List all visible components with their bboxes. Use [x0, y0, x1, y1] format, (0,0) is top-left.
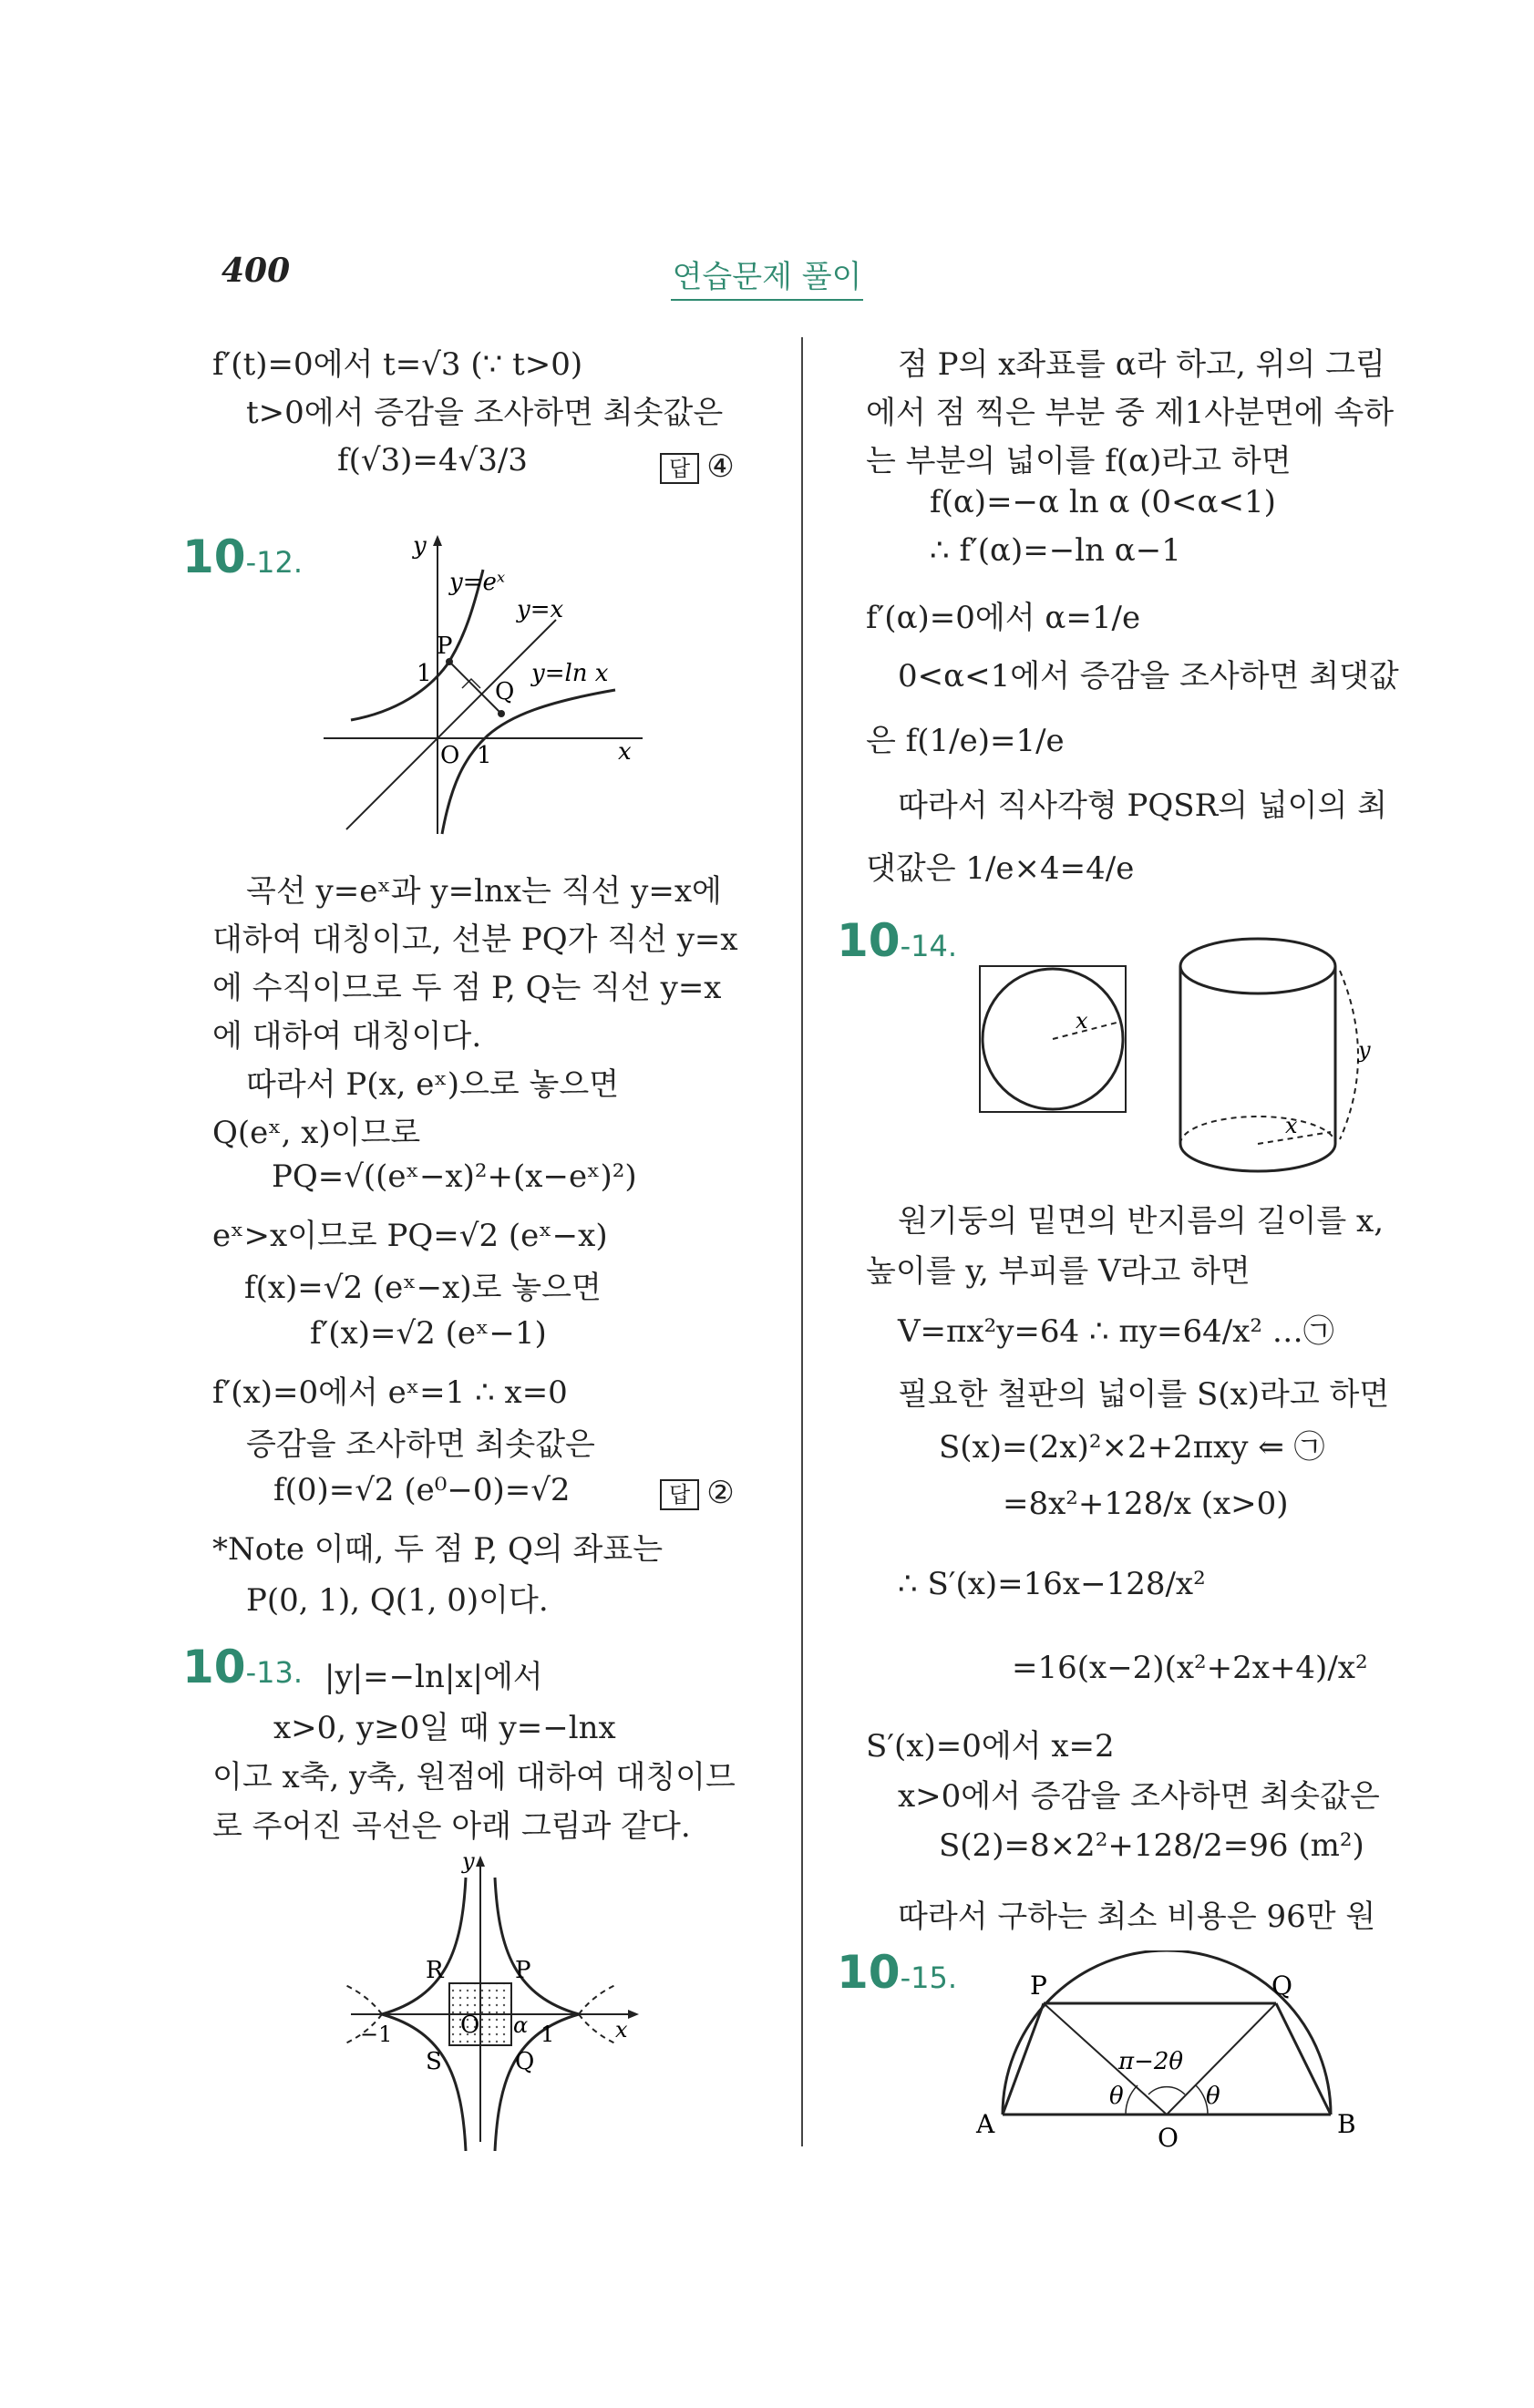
answer-box-2: [660, 1475, 735, 1511]
label-1-y: 1: [417, 660, 432, 687]
cylinder-bottom-back: [1180, 1117, 1335, 1144]
label-1: 1: [541, 2022, 555, 2047]
segment-pq: [449, 662, 501, 714]
angle-arc-left: [1126, 2085, 1138, 2115]
p12-line-11: f′(x)=0에서 eˣ=1 ∴ x=0: [212, 1374, 568, 1411]
segment-ap: [1003, 2003, 1044, 2115]
p14-line-4: 필요한 철판의 넓이를 S(x)라고 하면: [898, 1376, 1390, 1413]
right-line-7: 0<α<1에서 증감을 조사하면 최댓값: [898, 658, 1399, 695]
height-arc: [1340, 971, 1358, 1139]
dash-q1: [579, 1985, 615, 2014]
dash-q4: [579, 2014, 615, 2043]
problem-number-10-15: [837, 1946, 957, 1999]
label-p: P: [1030, 1971, 1047, 2001]
y-arrow-icon: [476, 1856, 485, 1867]
label-x: x: [615, 2017, 628, 2043]
right-line-5: ∴ f′(α)=−ln α−1: [930, 532, 1181, 569]
p14-line-6: =8x²+128/x (x>0): [1003, 1486, 1289, 1522]
label-pi-minus-2theta: π−2θ: [1118, 2048, 1184, 2075]
p12-line-7: PQ=√((eˣ−x)²+(x−eˣ)²): [272, 1158, 637, 1195]
problem-suffix: -15.: [900, 1960, 958, 1995]
label-y-x: y=x: [517, 596, 564, 623]
problem-number-10-14: [837, 914, 957, 967]
label-minus-1: −1: [360, 2022, 393, 2047]
label-origin: O: [440, 742, 460, 769]
label-o: O: [1158, 2123, 1179, 2153]
dash-q2: [345, 1985, 382, 2014]
label-q: Q: [1271, 1971, 1292, 2001]
label-r: R: [426, 1957, 444, 1984]
p13-line-3: 이고 x축, y축, 원점에 대하여 대칭이므: [212, 1759, 736, 1796]
problem-chapter: 10: [182, 530, 246, 583]
p12-line-6: Q(eˣ, x)이므로: [212, 1115, 421, 1151]
problem-number-10-13: [182, 1641, 303, 1693]
angle-arc-top: [1148, 2087, 1185, 2094]
y-arrow-icon: [433, 535, 442, 546]
p14-line-11: S(2)=8×2²+128/2=96 (m²): [939, 1827, 1364, 1864]
section-title: 연습문제 풀이: [671, 259, 864, 301]
running-header: [0, 252, 1534, 296]
answer-box-1: [660, 448, 735, 485]
point-q: [498, 710, 505, 717]
column-divider: [801, 337, 803, 2146]
answer-label: 답: [660, 453, 699, 484]
p12-line-3: 에 수직이므로 두 점 P, Q는 직선 y=x: [212, 970, 722, 1006]
p14-line-1: 원기둥의 밑면의 반지름의 길이를 x,: [898, 1203, 1385, 1240]
p12-line-1: 곡선 y=eˣ과 y=lnx는 직선 y=x에: [246, 873, 722, 910]
label-y: y: [462, 1850, 475, 1874]
p13-line-4: 로 주어진 곡선은 아래 그림과 같다.: [212, 1808, 691, 1845]
cylinder-bottom-front: [1180, 1144, 1335, 1171]
label-x-cylinder: x: [1285, 1113, 1298, 1138]
page-number: 400: [221, 252, 291, 290]
right-line-2: 에서 점 찍은 부분 중 제1사분면에 속하: [866, 395, 1395, 431]
label-y-ex: y=eˣ: [449, 569, 506, 596]
left-line-2: t>0에서 증감을 조사하면 최솟값은: [246, 395, 724, 431]
label-b: B: [1337, 2109, 1356, 2139]
answer-label: 답: [660, 1479, 699, 1510]
label-a: A: [976, 2109, 995, 2139]
left-line-1: f′(t)=0에서 t=√3 (∵ t>0): [212, 346, 583, 383]
p14-line-12: 따라서 구하는 최소 비용은 96만 원: [898, 1899, 1376, 1935]
segment-bq: [1276, 2003, 1331, 2115]
p14-line-5: S(x)=(2x)²×2+2πxy ⇐ ㉠: [939, 1429, 1325, 1466]
label-p: P: [437, 633, 453, 660]
problem-chapter: 10: [837, 1946, 901, 1999]
p12-line-8: eˣ>x이므로 PQ=√2 (eˣ−x): [212, 1218, 608, 1254]
p12-line-4: 에 대하여 대칭이다.: [212, 1018, 482, 1055]
label-y-height: y: [1358, 1037, 1371, 1063]
label-q: Q: [515, 2048, 535, 2075]
label-1-x: 1: [477, 742, 492, 769]
right-line-8: 은 f(1/e)=1/e: [866, 723, 1065, 759]
semicircle-figure: [971, 1950, 1363, 2160]
p12-note-2: P(0, 1), Q(1, 0)이다.: [246, 1582, 549, 1619]
p14-line-7: ∴ S′(x)=16x−128/x²: [898, 1566, 1206, 1602]
curve-ln: [442, 690, 615, 834]
p12-line-2: 대하여 대칭이고, 선분 PQ가 직선 y=x: [212, 921, 738, 958]
answer-choice: ②: [706, 1475, 735, 1511]
label-s: S: [426, 2048, 442, 2075]
right-line-9: 따라서 직사각형 PQSR의 넓이의 최: [898, 787, 1388, 824]
label-x: x: [618, 738, 632, 766]
cylinder-top: [1180, 939, 1335, 993]
astroid-graph: [342, 1850, 643, 2151]
label-origin: O: [460, 2012, 480, 2039]
right-line-10: 댓값은 1/e×4=4/e: [866, 850, 1135, 887]
p12-note-1: *Note 이때, 두 점 P, Q의 좌표는: [212, 1531, 664, 1568]
label-x-circle: x: [1076, 1008, 1088, 1034]
label-q: Q: [495, 678, 515, 705]
p14-line-10: x>0에서 증감을 조사하면 최솟값은: [898, 1778, 1380, 1815]
answer-choice: ④: [706, 448, 735, 485]
right-line-3: 는 부분의 넓이를 f(α)라고 하면: [866, 443, 1292, 479]
right-line-4: f(α)=−α ln α (0<α<1): [930, 484, 1276, 520]
p14-line-2: 높이를 y, 부피를 V라고 하면: [866, 1253, 1251, 1290]
cylinder-figure: [975, 921, 1376, 1185]
exp-log-graph: [314, 533, 661, 843]
problem-chapter: 10: [182, 1641, 246, 1693]
x-arrow-icon: [628, 2010, 639, 2019]
problem-suffix: -14.: [900, 929, 958, 963]
p14-line-8: =16(x−2)(x²+2x+4)/x²: [1012, 1650, 1368, 1686]
problem-suffix: -13.: [245, 1655, 304, 1690]
p14-line-3: V=πx²y=64 ∴ πy=64/x² …㉠: [898, 1313, 1334, 1350]
p13-line-2: x>0, y≥0일 때 y=−lnx: [273, 1710, 616, 1746]
label-alpha: α: [513, 2012, 529, 2038]
label-y: y: [413, 533, 427, 560]
label-theta-right: θ: [1206, 2083, 1220, 2110]
label-y-lnx: y=ln x: [531, 660, 609, 687]
p12-line-13: f(0)=√2 (e⁰−0)=√2: [273, 1472, 571, 1508]
left-line-3: f(√3)=4√3/3: [337, 442, 528, 479]
label-p: P: [515, 1957, 531, 1984]
p12-line-9: f(x)=√2 (eˣ−x)로 놓으면: [244, 1270, 602, 1306]
problem-chapter: 10: [837, 914, 901, 967]
p12-line-5: 따라서 P(x, eˣ)으로 놓으면: [246, 1066, 620, 1103]
p13-line-1: |y|=−ln|x|에서: [324, 1659, 543, 1695]
problem-suffix: -12.: [245, 545, 304, 580]
right-line-6: f′(α)=0에서 α=1/e: [866, 600, 1141, 636]
label-theta-left: θ: [1109, 2083, 1124, 2110]
p14-line-9: S′(x)=0에서 x=2: [866, 1728, 1115, 1765]
p12-line-10: f′(x)=√2 (eˣ−1): [310, 1315, 547, 1352]
problem-number-10-12: [182, 530, 303, 583]
shaded-rectangle: [449, 1983, 511, 2045]
right-line-1: 점 P의 x좌표를 α라 하고, 위의 그림: [898, 346, 1385, 383]
p12-line-12: 증감을 조사하면 최솟값은: [246, 1426, 595, 1463]
